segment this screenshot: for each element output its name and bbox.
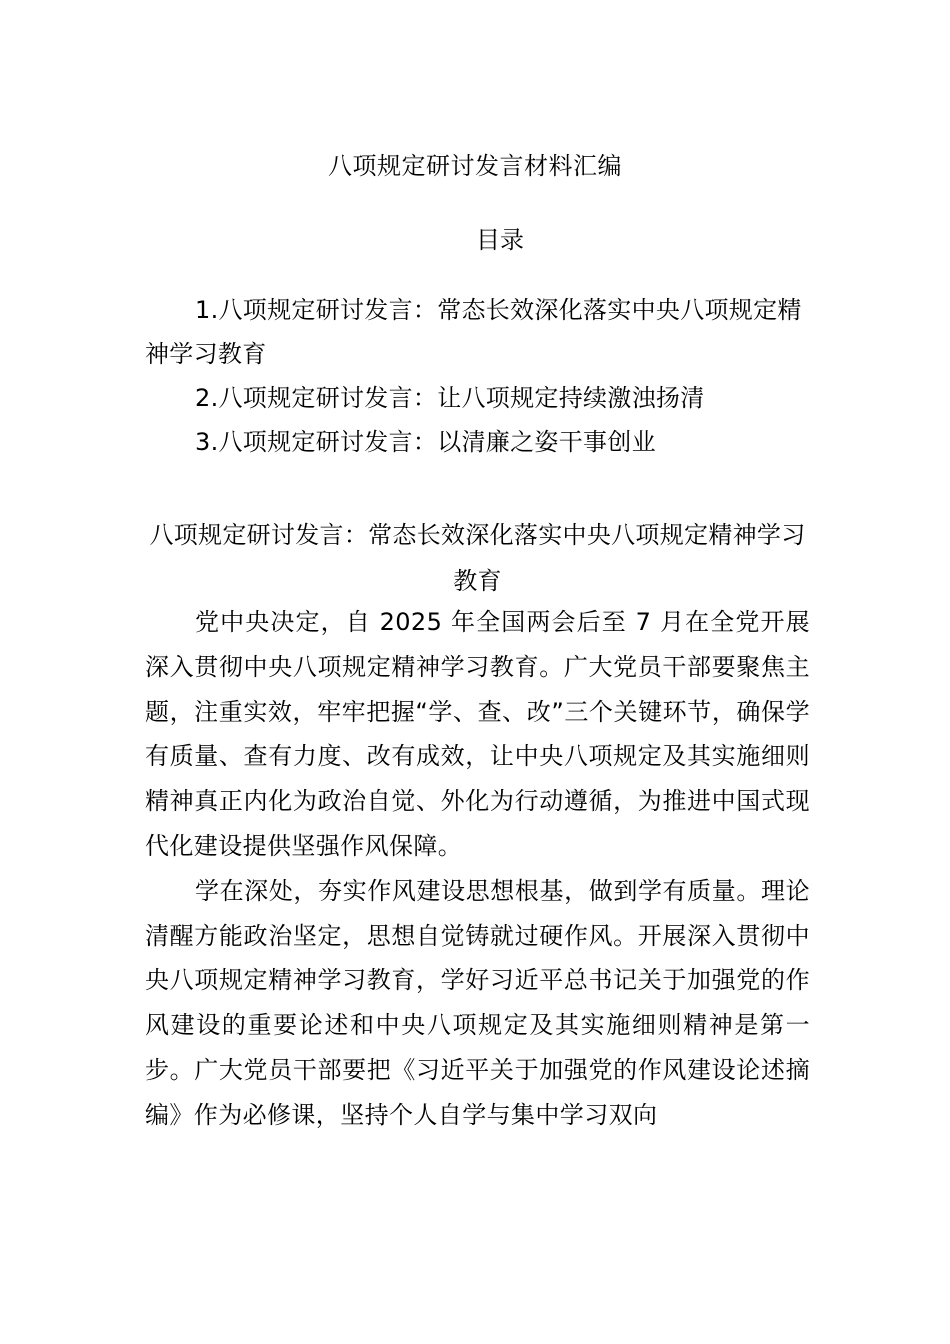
article-title: 八项规定研讨发言：常态长效深化落实中央八项规定精神学习教育 xyxy=(149,521,806,595)
toc-item-1[interactable]: 1.八项规定研讨发言：常态长效深化落实中央八项规定精神学习教育 xyxy=(145,296,802,368)
document-title: 八项规定研讨发言材料汇编 xyxy=(328,152,622,180)
toc-heading: 目录 xyxy=(476,226,524,254)
article-paragraph-2: 学在深处，夯实作风建设思想根基，做到学有质量。理论清醒方能政治坚定，思想自觉铸就过硬作风。开展深入贯彻中央八项规定精神学习教育，学好习近平总书记关于加强党的作风建设的重要论述和中央八项规定及其实施细则精神是第一步。广大党员干部要把《习近平关于加强党的作风建设论述摘编》作为必修课，坚持个人自学与集中学习双向 xyxy=(145,876,810,1129)
toc-item-3[interactable]: 3.八项规定研讨发言：以清廉之姿干事创业 xyxy=(195,428,656,456)
article-body xyxy=(145,600,810,1138)
toc-item-2[interactable]: 2.八项规定研讨发言：让八项规定持续激浊扬清 xyxy=(195,384,705,412)
article-paragraph-1: 党中央决定，自 2025 年全国两会后至 7 月在全党开展深入贯彻中央八项规定精神学习教育。广大党员干部要聚焦主题，注重实效，牢牢把握“学、查、改”三个关键环节，确保学有质量、查有力度、改有成效，让中央八项规定及其实施细则精神真正内化为政治自觉、外化为行动遵循，为推进中国式现代化建设提供坚强作风保障。 xyxy=(145,608,810,860)
table-of-contents xyxy=(145,288,810,464)
